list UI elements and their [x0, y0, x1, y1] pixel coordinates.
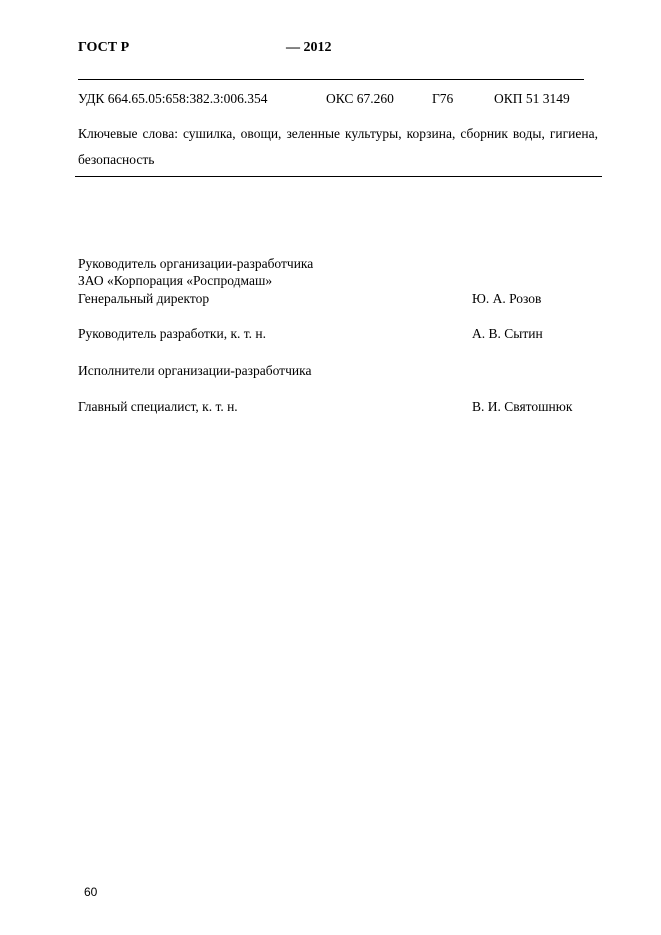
org-head-title-line1: Руководитель организации-разработчика — [78, 256, 314, 271]
keywords-paragraph: Ключевые слова: сушилка, овощи, зеленные культуры, корзина, сборник воды, гигиена, безопасность — [78, 126, 598, 167]
standard-code: ГОСТ Р — [78, 40, 130, 55]
page-number: 60 — [84, 885, 98, 899]
header-divider — [78, 79, 584, 80]
keywords-divider — [75, 176, 602, 177]
oks-code: ОКС 67.260 — [326, 91, 394, 106]
group-code: Г76 — [432, 91, 454, 106]
dev-head-name: А. В. Сытин — [472, 326, 543, 341]
udk-code: УДК 664.65.05:658:382.3:006.354 — [78, 91, 268, 106]
specialist-title: Главный специалист, к. т. н. — [78, 399, 238, 414]
org-head-title-line3: Генеральный директор — [78, 291, 210, 306]
org-head-name: Ю. А. Розов — [472, 291, 542, 306]
standard-year: — 2012 — [286, 40, 332, 55]
org-head-title-line2: ЗАО «Корпорация «Роспродмаш» — [78, 273, 273, 288]
executors-title: Исполнители организации-разработчика — [78, 363, 312, 378]
specialist-name: В. И. Святошнюк — [472, 399, 573, 414]
dev-head-title: Руководитель разработки, к. т. н. — [78, 326, 267, 341]
okp-code: ОКП 51 3149 — [494, 91, 570, 106]
